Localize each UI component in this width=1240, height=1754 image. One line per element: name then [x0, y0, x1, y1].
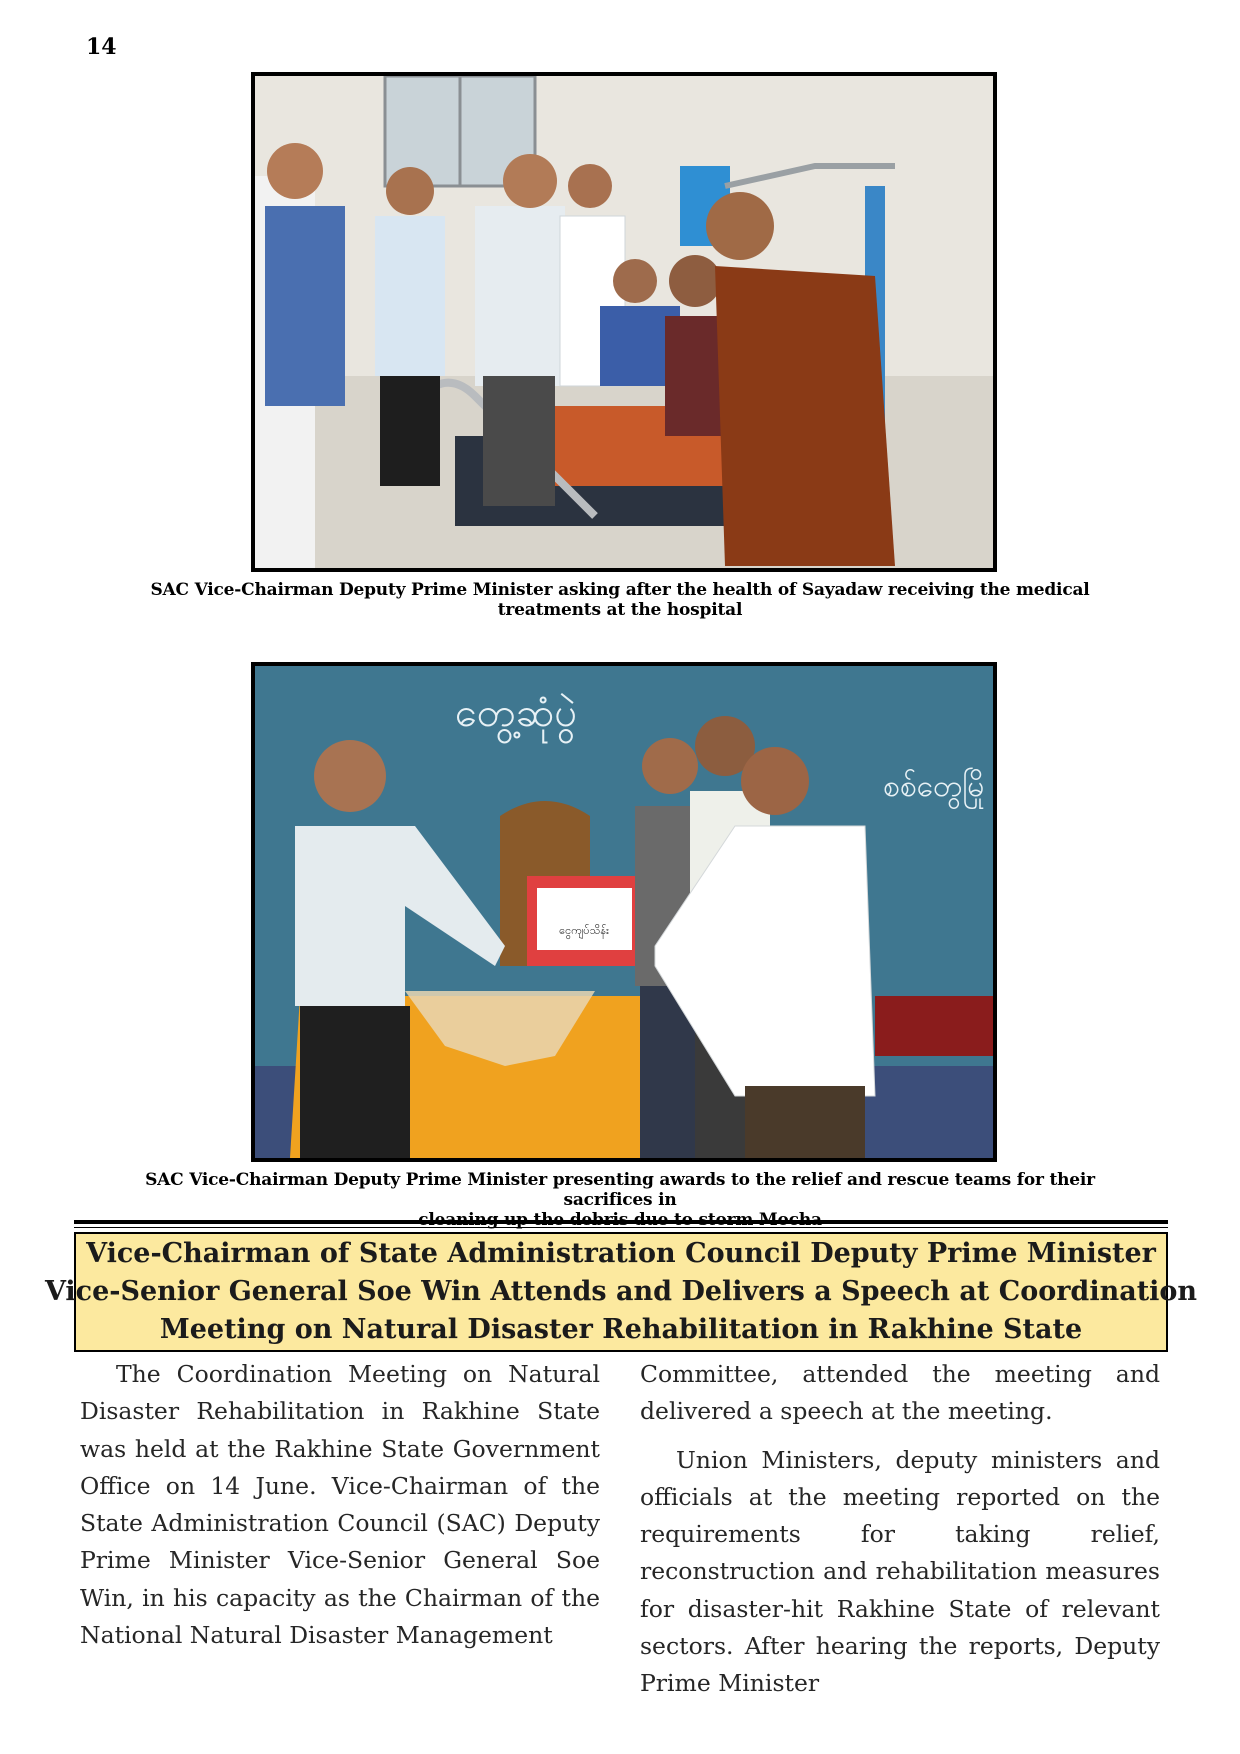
- headline-line: Vice-Chairman of State Administration Council Deputy Prime Minister: [86, 1238, 1156, 1269]
- section-divider-thin: [74, 1227, 1168, 1228]
- caption-line: treatments at the hospital: [497, 600, 743, 620]
- page-number: 14: [86, 34, 117, 60]
- article-column-left: [80, 1356, 600, 1654]
- section-divider: [74, 1220, 1168, 1224]
- presenter-trousers: [300, 1006, 410, 1158]
- caption-line: SAC Vice-Chairman Deputy Prime Minister presenting awards to the relief and rescue teams for their sacrifices in: [145, 1170, 1095, 1210]
- gift-label: ငွေကျပ်သိန်း: [559, 924, 609, 937]
- photo-caption-hospital: [100, 580, 1140, 620]
- banner-text: တွေ့ဆုံပွဲ: [455, 690, 578, 736]
- recipient-front-head: [741, 747, 809, 815]
- photo-award-presentation: [251, 662, 997, 1162]
- red-backdrop: [875, 996, 993, 1056]
- article-column-right: [640, 1356, 1160, 1703]
- article-paragraph: Committee, attended the meeting and delivered a speech at the meeting.: [640, 1360, 1160, 1426]
- caption-line: SAC Vice-Chairman Deputy Prime Minister asking after the health of Sayadaw receiving the medical: [150, 580, 1090, 600]
- banner-text-right: စစ်တွေမြို: [883, 769, 985, 804]
- patient-head: [669, 255, 721, 307]
- person-official: [375, 216, 445, 376]
- recipient-longyi: [745, 1086, 865, 1158]
- gift-label-card: [537, 888, 632, 950]
- article-paragraph: Union Ministers, deputy ministers and officials at the meeting reported on the requirements for taking relief, reconstruction and rehabilitation measures for disaster-hit Rakhine State of relevant sectors. After hearing the reports, Deputy Prime Minister: [640, 1445, 1160, 1698]
- monk-robe: [715, 266, 895, 566]
- headline-line: Vice-Senior General Soe Win Attends and Delivers a Speech at Coordination: [44, 1276, 1198, 1307]
- hospital-visit-illustration: [255, 76, 993, 568]
- monk-head: [706, 192, 774, 260]
- article-paragraph: The Coordination Meeting on Natural Disaster Rehabilitation in Rakhine State was held at the Rakhine State Government Office on 14 June. Vice-Chairman of the State Administration Council (SAC) Deputy Prime Minister Vice-Senior General Soe Win, in his capacity as the Chairman of the National Natural Disaster Management: [80, 1360, 600, 1650]
- presenter-head: [314, 740, 386, 812]
- article-headline: [44, 1232, 1198, 1352]
- headline-line: Meeting on Natural Disaster Rehabilitation in Rakhine State: [159, 1314, 1083, 1345]
- photo-hospital-visit: [251, 72, 997, 572]
- award-presentation-illustration: [255, 666, 993, 1158]
- person-deputy-pm: [475, 206, 565, 386]
- person-vest: [265, 206, 345, 406]
